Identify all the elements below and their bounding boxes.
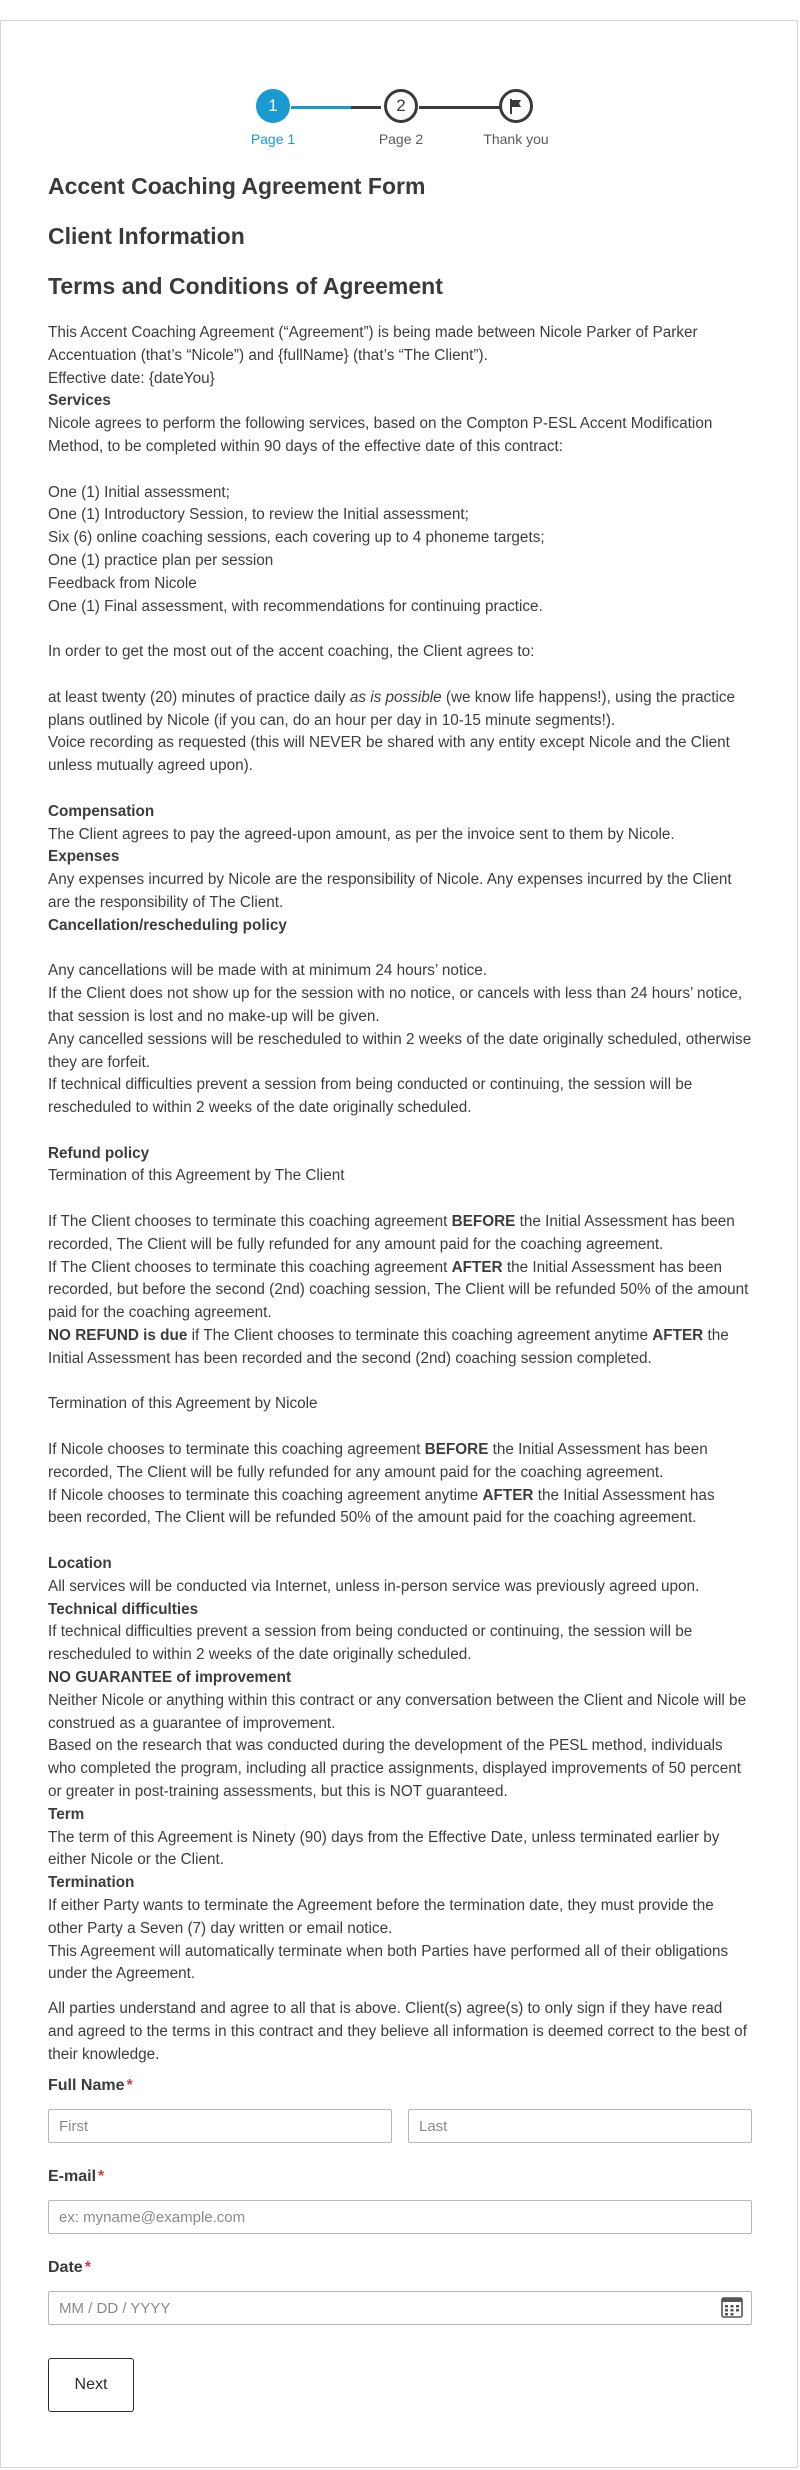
terms-paragraph: Termination of this Agreement by Nicole (48, 1395, 318, 1413)
terms-subheading: Term (48, 1805, 85, 1823)
terms-paragraph: If Nicole chooses to terminate this coaching agreement BEFORE the Initial Assessment has been recorded, The Client will be fully refunded for any amount paid for the coaching agreement. (48, 1441, 708, 1481)
terms-paragraph: Any expenses incurred by Nicole are the responsibility of Nicole. Any expenses incurred by the Client are the responsibility of The Client. (48, 871, 732, 911)
step-label: Thank you (483, 131, 549, 147)
terms-paragraph: If The Client chooses to terminate this coaching agreement AFTER the Initial Assessment has been recorded, but before the second (2nd) coaching session, The Client will be refunded 50% of the amount paid for the coaching agreement. (48, 1258, 749, 1322)
step-page-2[interactable] (341, 89, 461, 147)
date-input[interactable] (48, 2291, 752, 2325)
terms-paragraph: Voice recording as requested (this will NEVER be shared with any entity except Nicole and the Client unless mutually agreed upon). (48, 734, 730, 775)
terms-paragraph: Nicole agrees to perform the following services, based on the Compton P-ESL Accent Modification Method, to be completed within 90 days of the effective date of this contract: (48, 415, 713, 455)
step-page-1[interactable] (213, 89, 333, 147)
calendar-icon[interactable] (717, 2293, 747, 2321)
date-label: Date * (48, 2259, 91, 2276)
step-circle: 2 (384, 89, 418, 123)
effective-date: Effective date: {dateYou} (48, 369, 215, 387)
list-item: Feedback from Nicole (48, 574, 197, 592)
list-item: Six (6) online coaching sessions, each covering up to 4 phoneme targets; (48, 529, 545, 547)
flag-icon (509, 99, 523, 114)
terms-subheading: Services (48, 392, 111, 410)
list-item: One (1) Initial assessment; (48, 483, 230, 501)
email-label: E-mail * (48, 2168, 105, 2185)
terms-paragraph: at least twenty (20) minutes of practice daily as is possible (we know life happens!), using the practice plans outlined by Nicole (if you can, do an hour per day in 10-15 minute segments!). (48, 688, 736, 729)
terms-subheading: Termination (48, 1874, 135, 1892)
terms-subheading: NO GUARANTEE of improvement (48, 1669, 292, 1687)
step-circle: 1 (256, 89, 290, 123)
list-item: One (1) Introductory Session, to review the Initial assessment; (48, 506, 469, 524)
closing-paragraph: All parties understand and agree to all that is above. Client(s) agree(s) to only sign if they have read and agreed to the terms in this contract and they believe all information is deemed correct to the best of their knowledge. (48, 2000, 747, 2063)
full-name-label: Full Name * (48, 2077, 133, 2094)
terms-paragraph: NO REFUND is due if The Client chooses to terminate this coaching agreement anytime AFTER the Initial Assessment has been recorded and the second (2nd) coaching session completed. (48, 1327, 729, 1367)
first-name-input[interactable] (48, 2109, 392, 2143)
terms-paragraph: Neither Nicole or anything within this contract or any conversation between the Client and Nicole will be construed as a guarantee of improvement. (48, 1691, 747, 1732)
email-field[interactable] (48, 2200, 752, 2234)
terms-paragraph: The term of this Agreement is Ninety (90) days from the Effective Date, unless terminated earlier by either Nicole or the Client. (48, 1828, 720, 1869)
next-button[interactable]: Next (48, 2358, 134, 2412)
terms-paragraph: If Nicole chooses to terminate this coaching agreement anytime AFTER the Initial Assessment has been recorded, The Client will be refunded 50% of the amount paid for the coaching agreement. (48, 1486, 715, 1527)
terms-subheading: Technical difficulties (48, 1600, 199, 1618)
list-item: If technical difficulties prevent a session from being conducted or continuing, the session will be rescheduled to within 2 weeks of the date originally scheduled. (48, 1076, 693, 1117)
terms-paragraph: If technical difficulties prevent a session from being conducted or continuing, the session will be rescheduled to within 2 weeks of the date originally scheduled. (48, 1623, 693, 1664)
step-label: Page 1 (250, 131, 296, 147)
section-heading: Client Information (48, 223, 245, 249)
terms-paragraph: All services will be conducted via Internet, unless in-person service was previously agreed upon. (48, 1577, 700, 1595)
terms-paragraph: Based on the research that was conducted during the development of the PESL method, individuals who completed the program, including all practice assignments, displayed improvements of 50 percent or greater in post-training assessments, but this is NOT guaranteed. (48, 1737, 741, 1800)
step-circle (499, 89, 533, 123)
step-label: Page 2 (378, 131, 424, 147)
required-mark: * (98, 2168, 105, 2185)
step-thank-you[interactable] (456, 89, 576, 147)
terms-subheading: Refund policy (48, 1144, 150, 1162)
form-title: Accent Coaching Agreement Form (48, 173, 426, 199)
terms-paragraph: In order to get the most out of the accent coaching, the Client agrees to: (48, 643, 535, 661)
terms-paragraph: Termination of this Agreement by The Client (48, 1167, 345, 1185)
list-item: If the Client does not show up for the session with no notice, or cancels with less than 24 hours’ notice, that session is lost and no make-up will be given. (48, 985, 743, 1025)
list-item: One (1) practice plan per session (48, 551, 274, 569)
required-mark: * (126, 2077, 133, 2094)
terms-subheading: Location (48, 1555, 112, 1573)
list-item: Any cancelled sessions will be rescheduled to within 2 weeks of the date originally scheduled, otherwise they are forfeit. (48, 1030, 752, 1071)
terms-intro: This Accent Coaching Agreement (“Agreement”) is being made between Nicole Parker of Parker Accentuation (that’s “Nicole”) and {fullName} (that’s “The Client”). (48, 324, 698, 364)
form-content (48, 168, 752, 2067)
terms-paragraph: The Client agrees to pay the agreed-upon amount, as per the invoice sent to them by Nicole. (48, 825, 675, 843)
section-heading: Terms and Conditions of Agreement (48, 273, 443, 299)
list-item: One (1) Final assessment, with recommendations for continuing practice. (48, 597, 543, 615)
terms-subheading: Cancellation/rescheduling policy (48, 916, 287, 934)
last-name-input[interactable] (408, 2109, 752, 2143)
terms-paragraph: If either Party wants to terminate the Agreement before the termination date, they must provide the other Party a Seven (7) day written or email notice. (48, 1896, 714, 1937)
terms-subheading: Expenses (48, 848, 120, 866)
required-mark: * (84, 2259, 91, 2276)
terms-paragraph: This Agreement will automatically terminate when both Parties have performed all of their obligations under the Agreement. (48, 1942, 729, 1983)
terms-paragraph: If The Client chooses to terminate this coaching agreement BEFORE the Initial Assessment has been recorded, The Client will be fully refunded for any amount paid for the coaching agreement. (48, 1213, 735, 1253)
progress-steps (1, 89, 799, 159)
terms-text (48, 322, 752, 2067)
terms-subheading: Compensation (48, 802, 155, 820)
list-item: Any cancellations will be made with at minimum 24 hours’ notice. (48, 962, 487, 980)
